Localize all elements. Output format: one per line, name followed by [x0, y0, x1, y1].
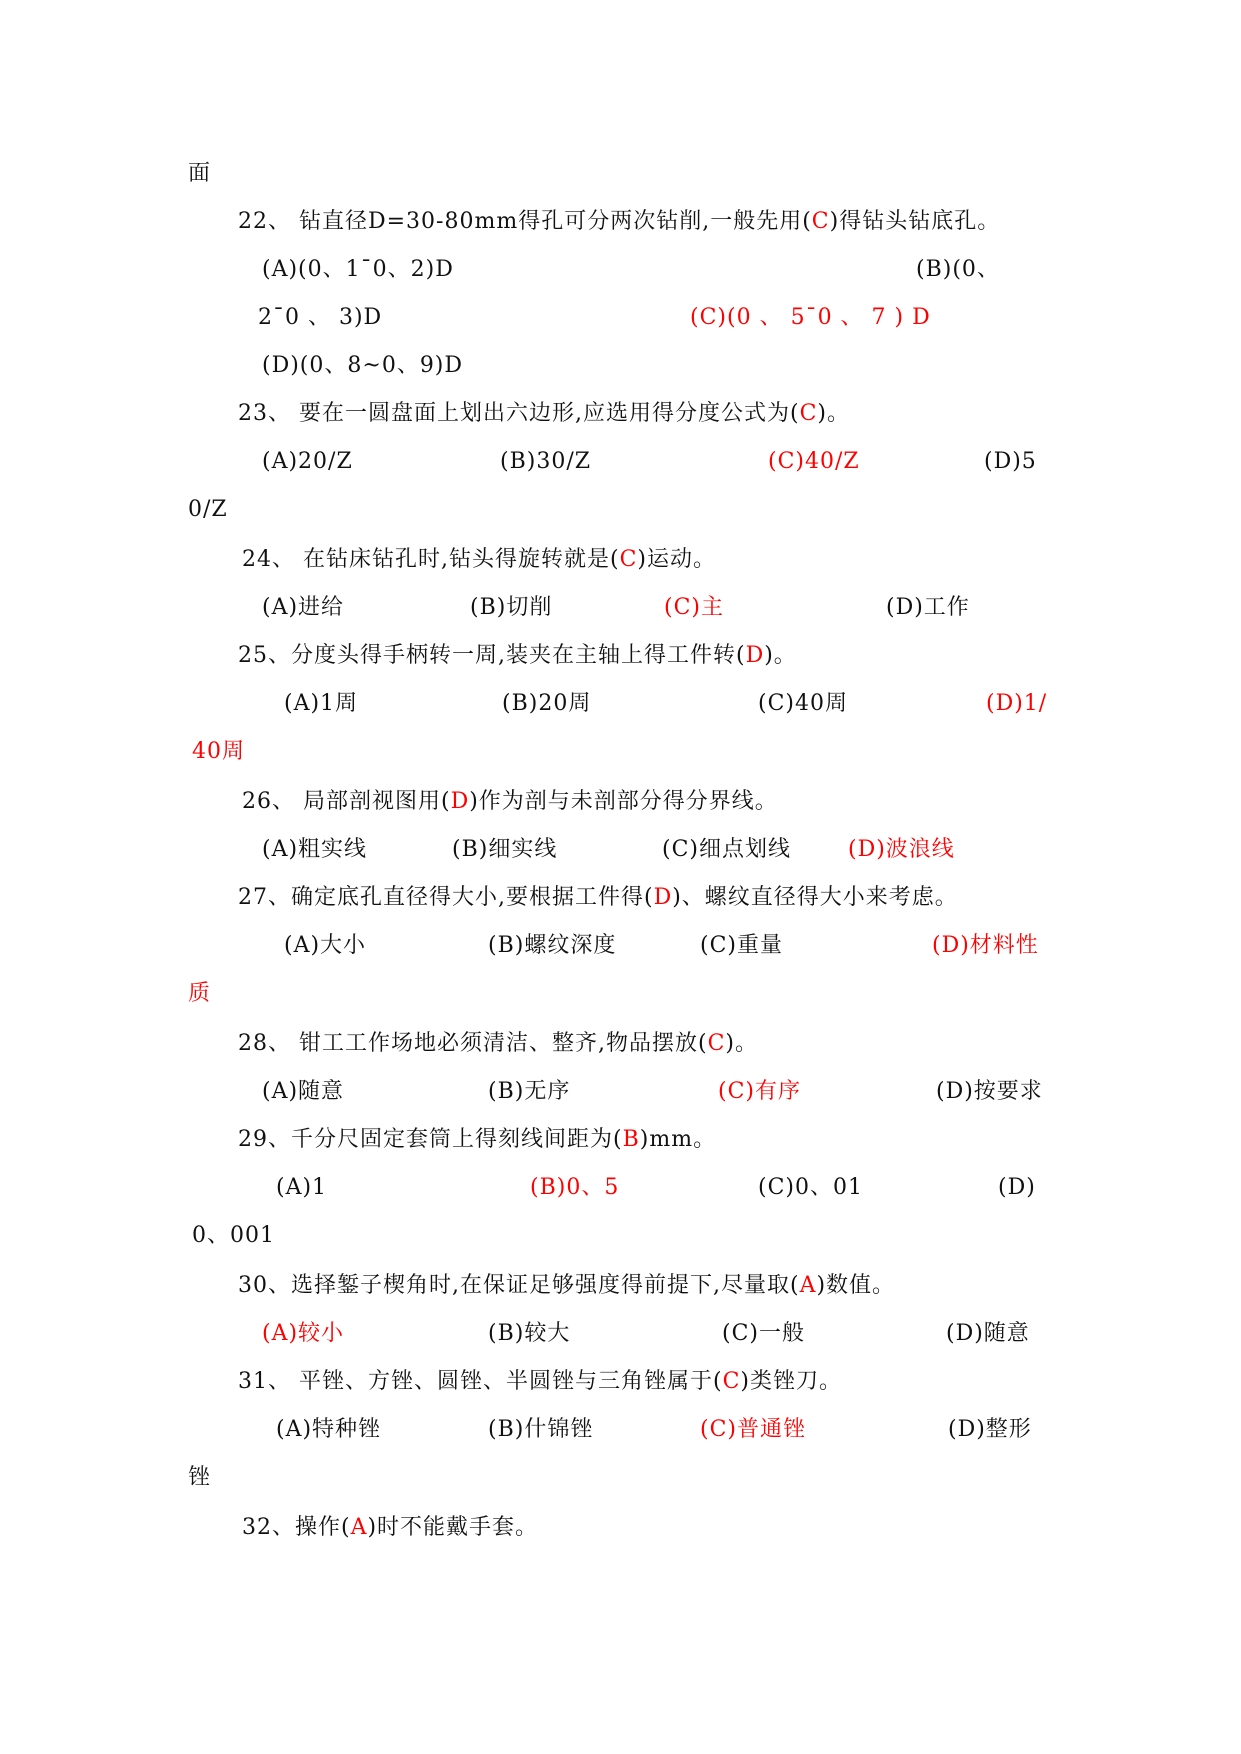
q30-option-c: (C)一般	[722, 1321, 805, 1346]
q25-stem-suffix: )。	[764, 643, 797, 668]
q27-option-a: (A)大小	[284, 933, 367, 958]
q22-option-c: (C)(0 、 5¯0 、 7 ) D	[690, 305, 931, 330]
q31-stem-prefix: 31、 平锉、方锉、圆锉、半圆锉与三角锉属于(	[238, 1369, 723, 1394]
q26-answer: D	[450, 789, 470, 814]
q31-options-row-2	[0, 1454, 1241, 1502]
q21-tail-line	[0, 150, 1241, 198]
q32-stem-prefix: 32、操作(	[242, 1515, 351, 1540]
q25-option-d-cont: 40周	[192, 739, 245, 764]
q29-stem-suffix: )mm。	[639, 1127, 717, 1152]
q29-option-b: (B)0、5	[530, 1175, 620, 1200]
q31-option-d: (D)整形	[948, 1417, 1032, 1442]
q29-options-row-2	[0, 1212, 1241, 1260]
q21-tail-text: 面	[188, 161, 212, 186]
q24-option-a: (A)进给	[262, 595, 345, 620]
q27-answer: D	[653, 885, 673, 910]
q25-options-row-2	[0, 728, 1241, 776]
q30-stem-suffix: )数值。	[816, 1273, 896, 1298]
q22-options-row-1	[0, 246, 1241, 294]
q23-option-d-cont: 0/Z	[188, 497, 228, 522]
q26-stem-suffix: )作为剖与未剖部分得分界线。	[469, 789, 778, 814]
q25-stem-prefix: 25、分度头得手柄转一周,装夹在主轴上得工件转(	[238, 643, 746, 668]
q24-option-d: (D)工作	[886, 595, 970, 620]
q23-stem-suffix: )。	[817, 401, 851, 426]
q27-option-d: (D)材料性	[932, 933, 1039, 958]
question-24	[0, 536, 1241, 584]
q27-options-row-1	[0, 922, 1241, 970]
q24-option-b: (B)切削	[470, 595, 553, 620]
q22-option-d: (D)(0、8~0、9)D	[262, 353, 464, 378]
q28-stem-suffix: )。	[725, 1031, 759, 1056]
q28-option-a: (A)随意	[262, 1079, 345, 1104]
q27-options-row-2	[0, 970, 1241, 1018]
q25-option-c: (C)40周	[758, 691, 848, 716]
question-31	[0, 1358, 1241, 1406]
question-23	[0, 390, 1241, 438]
q28-options-row	[0, 1068, 1241, 1116]
q28-stem-prefix: 28、 钳工工作场地必须清洁、整齐,物品摆放(	[238, 1031, 708, 1056]
q26-options-row	[0, 826, 1241, 874]
q22-options-row-2	[0, 294, 1241, 342]
q29-stem-prefix: 29、千分尺固定套筒上得刻线间距为(	[238, 1127, 623, 1152]
question-30	[0, 1262, 1241, 1310]
q24-stem-prefix: 24、 在钻床钻孔时,钻头得旋转就是(	[242, 547, 620, 572]
question-29	[0, 1116, 1241, 1164]
q31-option-c: (C)普通锉	[700, 1417, 806, 1442]
q28-option-d: (D)按要求	[936, 1079, 1043, 1104]
q30-option-a: (A)较小	[262, 1321, 345, 1346]
q31-stem-suffix: )类锉刀。	[740, 1369, 843, 1394]
q22-option-b: (B)(0、	[916, 257, 1000, 282]
q28-option-c: (C)有序	[718, 1079, 801, 1104]
q22-options-row-3	[0, 342, 1241, 390]
q32-answer: A	[350, 1515, 368, 1540]
q22-option-b-cont: 2¯0 、 3)D	[258, 305, 383, 330]
q24-options-row	[0, 584, 1241, 632]
q30-options-row	[0, 1310, 1241, 1358]
q27-option-c: (C)重量	[700, 933, 783, 958]
q31-option-b: (B)什锦锉	[488, 1417, 594, 1442]
q23-option-c: (C)40/Z	[768, 449, 860, 474]
q22-answer: C	[811, 209, 830, 234]
q30-option-d: (D)随意	[946, 1321, 1030, 1346]
q30-answer: A	[799, 1273, 817, 1298]
q25-option-a: (A)1周	[284, 691, 359, 716]
q29-answer: B	[622, 1127, 640, 1152]
q26-stem-prefix: 26、 局部剖视图用(	[242, 789, 451, 814]
q26-option-b: (B)细实线	[452, 837, 558, 862]
q30-stem-prefix: 30、选择錾子楔角时,在保证足够强度得前提下,尽量取(	[238, 1273, 800, 1298]
question-32	[0, 1504, 1241, 1552]
question-25	[0, 632, 1241, 680]
q29-options-row-1	[0, 1164, 1241, 1212]
q29-option-d-cont: 0、001	[192, 1223, 275, 1248]
q27-stem-suffix: )、螺纹直径得大小来考虑。	[672, 885, 958, 910]
q25-options-row-1	[0, 680, 1241, 728]
q24-stem-suffix: )运动。	[637, 547, 717, 572]
q25-answer: D	[745, 643, 765, 668]
question-22	[0, 198, 1241, 246]
q29-option-d: (D)	[998, 1175, 1036, 1200]
q23-options-row-1	[0, 438, 1241, 486]
q30-option-b: (B)较大	[488, 1321, 571, 1346]
q27-option-d-cont: 质	[188, 981, 212, 1006]
q23-answer: C	[799, 401, 818, 426]
q31-option-d-cont: 锉	[188, 1465, 212, 1490]
q25-option-b: (B)20周	[502, 691, 592, 716]
q32-stem-suffix: )时不能戴手套。	[367, 1515, 539, 1540]
q23-options-row-2	[0, 486, 1241, 534]
q31-options-row-1	[0, 1406, 1241, 1454]
q27-stem-prefix: 27、确定底孔直径得大小,要根据工件得(	[238, 885, 654, 910]
question-28	[0, 1020, 1241, 1068]
q29-option-c: (C)0、01	[758, 1175, 863, 1200]
q23-stem-prefix: 23、 要在一圆盘面上划出六边形,应选用得分度公式为(	[238, 401, 800, 426]
q23-option-b: (B)30/Z	[500, 449, 592, 474]
q26-option-a: (A)粗实线	[262, 837, 368, 862]
q28-option-b: (B)无序	[488, 1079, 571, 1104]
q26-option-d: (D)波浪线	[848, 837, 955, 862]
q23-option-a: (A)20/Z	[262, 449, 353, 474]
question-27	[0, 874, 1241, 922]
q22-stem-suffix: )得钻头钻底孔。	[829, 209, 1001, 234]
q25-option-d: (D)1/	[986, 691, 1048, 716]
q31-option-a: (A)特种锉	[276, 1417, 382, 1442]
q22-stem-prefix: 22、 钻直径D=30-80mm得孔可分两次钻削,一般先用(	[238, 209, 812, 234]
q28-answer: C	[707, 1031, 726, 1056]
q26-option-c: (C)细点划线	[662, 837, 791, 862]
q29-option-a: (A)1	[276, 1175, 328, 1200]
q23-option-d: (D)5	[984, 449, 1037, 474]
question-26	[0, 778, 1241, 826]
q24-option-c: (C)主	[664, 595, 724, 620]
q27-option-b: (B)螺纹深度	[488, 933, 617, 958]
q22-option-a: (A)(0、1¯0、2)D	[262, 257, 454, 282]
q31-answer: C	[722, 1369, 741, 1394]
q24-answer: C	[619, 547, 638, 572]
